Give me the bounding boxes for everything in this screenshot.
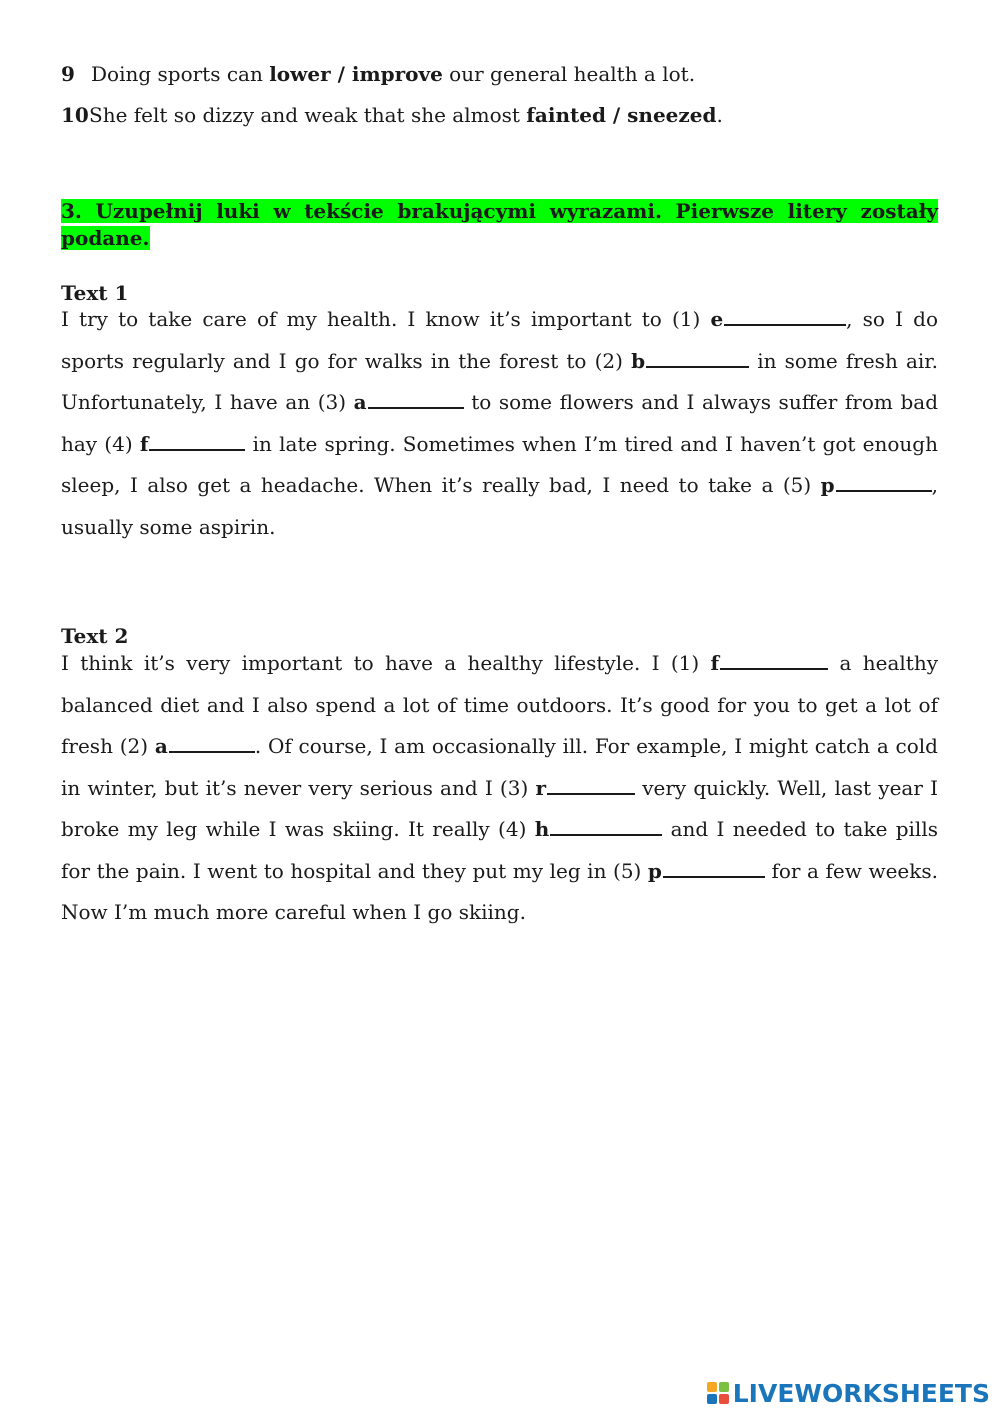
text-segment: and I needed to take pills for the pain. I went to hospital and they put my leg in (5): [61, 817, 938, 883]
gap-blank[interactable]: [368, 391, 464, 409]
text1-title: Text 1: [61, 281, 129, 305]
text-segment: . Of course, I am occasionally ill. For example, I might catch a cold in winter, but it’s never very serious and I (3): [61, 734, 938, 800]
gap-5[interactable]: [821, 465, 932, 507]
gap-blank[interactable]: [663, 860, 765, 878]
logo-text: LIVEWORKSHEETS: [732, 1378, 990, 1408]
item-options[interactable]: lower / improve: [269, 62, 443, 86]
item-number: 10: [61, 103, 89, 127]
gap-2[interactable]: [155, 726, 255, 768]
gap-4[interactable]: [535, 809, 663, 851]
text1-paragraph: [61, 299, 938, 548]
gap-letter: r: [535, 775, 546, 800]
gap-blank[interactable]: [836, 474, 932, 492]
gap-blank[interactable]: [550, 818, 662, 836]
gap-letter: f: [710, 651, 720, 675]
gap-letter: a: [353, 390, 367, 414]
logo-square-icon: [719, 1394, 729, 1404]
gap-blank[interactable]: [720, 652, 828, 670]
item-number: 9: [61, 62, 75, 86]
gap-5[interactable]: [648, 851, 765, 893]
logo-grid-icon: [707, 1382, 729, 1404]
gap-blank[interactable]: [149, 433, 245, 451]
text-segment: in late spring. Sometimes when I’m tired and I haven’t got enough sleep, I also get a headache. When it’s really bad, I need to take a (5): [61, 431, 938, 497]
logo-square-icon: [707, 1382, 717, 1392]
logo-square-icon: [707, 1394, 717, 1404]
item-text-before: Doing sports can: [91, 62, 270, 86]
exercise-item-9: [61, 62, 938, 86]
text-segment: for a few weeks. Now I’m much more careful when I go skiing.: [61, 858, 938, 924]
text-segment: I try to take care of my health. I know it’s important to (1): [61, 307, 711, 331]
item-options[interactable]: fainted / sneezed: [526, 103, 717, 127]
gap-4[interactable]: [140, 424, 246, 466]
gap-letter: a: [154, 734, 168, 758]
gap-blank[interactable]: [646, 350, 749, 368]
gap-3[interactable]: [354, 382, 464, 424]
gap-blank[interactable]: [547, 777, 635, 795]
gap-1[interactable]: [711, 643, 829, 685]
gap-1[interactable]: [710, 299, 846, 341]
text-segment: very quickly. Well, last year I broke my leg while I was skiing. It really (4): [61, 775, 938, 841]
text2-paragraph: [61, 643, 938, 934]
gap-3[interactable]: [535, 768, 635, 810]
item-text-after: .: [716, 103, 723, 127]
item-text-before: She felt so dizzy and weak that she almost: [89, 103, 527, 127]
text-segment: , usually some aspirin.: [61, 473, 938, 539]
gap-2[interactable]: [631, 341, 749, 383]
gap-letter: f: [139, 431, 149, 456]
gap-letter: p: [820, 473, 835, 497]
logo-square-icon: [719, 1382, 729, 1392]
liveworksheets-logo[interactable]: [707, 1378, 990, 1408]
gap-blank[interactable]: [169, 735, 255, 753]
text-segment: in some fresh air. Unfortunately, I have an (3): [61, 348, 939, 414]
item-text-after: our general health a lot.: [442, 62, 696, 86]
task-instruction: [61, 198, 938, 252]
gap-letter: p: [647, 858, 662, 883]
gap-letter: h: [534, 817, 550, 841]
text-segment: , so I do sports regularly and I go for walks in the forest to (2): [61, 307, 938, 373]
gap-letter: b: [631, 348, 646, 373]
text-segment: a healthy balanced diet and I also spend a lot of time outdoors. It’s good for you to get a lot of fresh (2): [61, 651, 938, 758]
gap-blank[interactable]: [724, 308, 846, 326]
text-segment: to some flowers and I always suffer from bad hay (4): [61, 390, 938, 456]
text-segment: I think it’s very important to have a healthy lifestyle. I (1): [61, 651, 711, 675]
text2-title: Text 2: [61, 624, 129, 648]
task-instruction-text: 3. Uzupełnij luki w tekście brakującymi wyrazami. Pierwsze litery zostały podane.: [61, 199, 938, 250]
gap-letter: e: [710, 307, 724, 331]
exercise-item-10: [61, 103, 938, 127]
